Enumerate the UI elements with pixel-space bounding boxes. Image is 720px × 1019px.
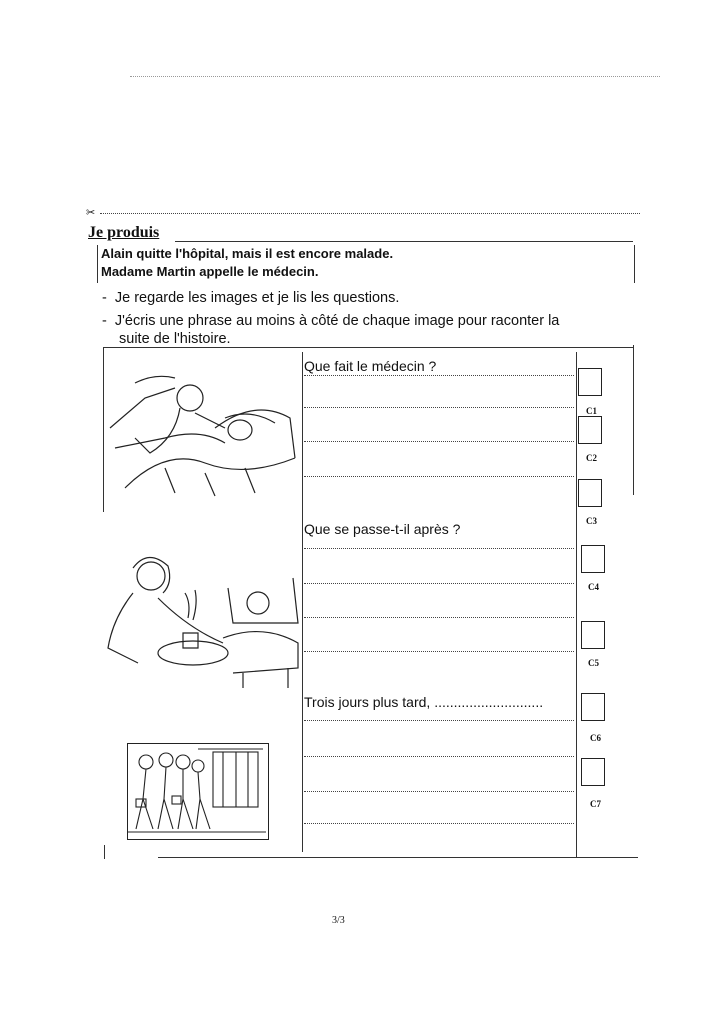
bullet-dash: - xyxy=(102,313,115,329)
criterion-box-c3[interactable] xyxy=(578,479,602,507)
children-illustration xyxy=(128,744,266,837)
answer-line xyxy=(304,791,574,792)
criterion-label-c4: C4 xyxy=(588,582,599,592)
section-title: Je produis xyxy=(88,224,160,241)
page-number: 3/3 xyxy=(332,915,345,926)
grid-right-line xyxy=(633,345,634,495)
doctor-illustration xyxy=(105,368,300,498)
criterion-label-c1: C1 xyxy=(586,406,597,416)
answer-line xyxy=(304,476,574,477)
top-dotted-line xyxy=(130,76,660,77)
answer-line xyxy=(304,441,574,442)
criterion-box-c7[interactable] xyxy=(581,758,605,786)
criterion-box-c6[interactable] xyxy=(581,693,605,721)
criterion-box-c4[interactable] xyxy=(581,545,605,573)
criterion-box-c1[interactable] xyxy=(578,368,602,396)
question-3: Trois jours plus tard, ............................ xyxy=(304,694,544,710)
cut-line xyxy=(100,213,640,214)
scissors-icon: ✂ xyxy=(86,207,96,219)
bullet-dash: - xyxy=(102,290,115,306)
answer-line xyxy=(304,548,574,549)
grid-left-tail xyxy=(104,845,105,859)
intro-line-1: Alain quitte l'hôpital, mais il est encore malade. xyxy=(101,246,394,261)
answer-line xyxy=(304,407,574,408)
criterion-box-c5[interactable] xyxy=(581,621,605,649)
criterion-label-c7: C7 xyxy=(590,799,601,809)
question-1: Que fait le médecin ? xyxy=(304,358,437,374)
criterion-label-c6: C6 xyxy=(590,733,601,743)
answer-line xyxy=(304,375,574,376)
criterion-label-c3: C3 xyxy=(586,516,597,526)
criterion-label-c5: C5 xyxy=(588,658,599,668)
mother-illustration xyxy=(103,548,301,693)
picture-column-line xyxy=(302,352,303,852)
grid-bottom-line xyxy=(158,857,638,858)
answer-line xyxy=(304,651,574,652)
answer-line xyxy=(304,756,574,757)
answer-line xyxy=(304,617,574,618)
answer-line xyxy=(304,720,574,721)
grid-left-line xyxy=(103,347,104,512)
question-2: Que se passe-t-il après ? xyxy=(304,521,461,537)
grid-top-line xyxy=(103,347,633,348)
intro-box xyxy=(97,245,635,283)
answer-line xyxy=(304,823,574,824)
intro-line-2: Madame Martin appelle le médecin. xyxy=(101,264,319,279)
answer-line xyxy=(304,583,574,584)
instruction-2: - J'écris une phrase au moins à côté de chaque image pour raconter la xyxy=(102,313,560,329)
answer-column-line xyxy=(576,352,577,858)
criterion-label-c2: C2 xyxy=(586,453,597,463)
instruction-2-cont: suite de l'histoire. xyxy=(119,331,231,347)
criterion-box-c2[interactable] xyxy=(578,416,602,444)
instruction-1: - Je regarde les images et je lis les questions. xyxy=(102,290,400,306)
title-rule xyxy=(175,241,633,242)
